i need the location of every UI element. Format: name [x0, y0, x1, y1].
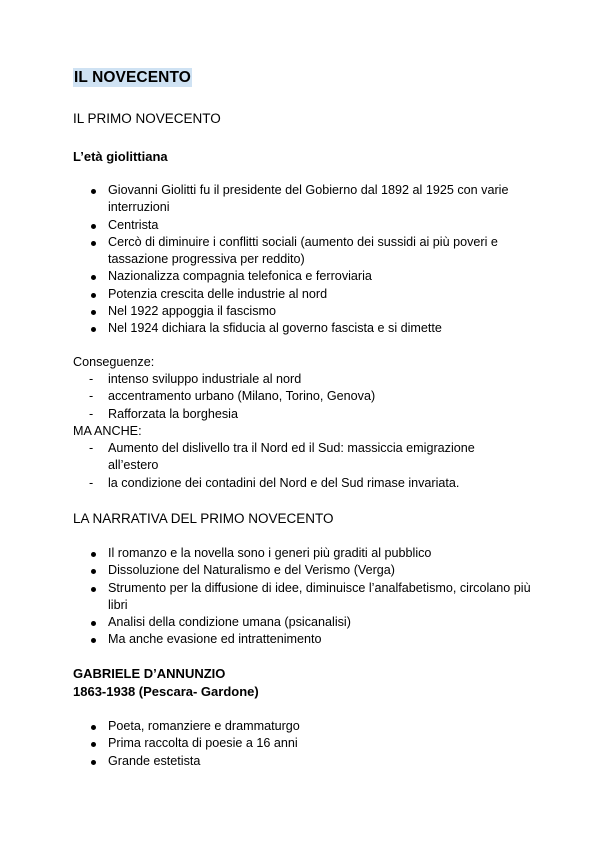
subheading-eta-giolittiana: L’età giolittiana [73, 149, 168, 164]
list-item: Il romanzo e la novella sono i generi più graditi al pubblico [0, 545, 548, 562]
list-item: - accentramento urbano (Milano, Torino, Genova) [0, 388, 528, 405]
list-item: Nel 1924 dichiara la sfiducia al governo fascista e si dimette [0, 320, 548, 337]
bullet-icon [91, 569, 96, 574]
list-item: Poeta, romanziere e drammaturgo [0, 718, 548, 735]
bullet-icon [91, 189, 96, 194]
bullet-icon [91, 293, 96, 298]
giolitti-bullet-list [0, 182, 600, 338]
list-item: Analisi della condizione umana (psicanalisi) [0, 614, 548, 631]
list-item: Nel 1922 appoggia il fascismo [0, 303, 548, 320]
list-item: Nazionalizza compagnia telefonica e ferroviaria [0, 268, 548, 285]
list-item: - intenso sviluppo industriale al nord [0, 371, 528, 388]
narrativa-bullet-list [0, 545, 600, 649]
bullet-icon [91, 742, 96, 747]
list-item: - la condizione dei contadini del Nord e del Sud rimase invariata. [0, 475, 528, 492]
list-item: Ma anche evasione ed intrattenimento [0, 631, 548, 648]
bullet-icon [91, 725, 96, 730]
but-also-label: MA ANCHE: [73, 424, 142, 438]
bullet-icon [91, 760, 96, 765]
consequences-list [0, 371, 600, 423]
dash-icon: - [89, 441, 94, 455]
list-item: Prima raccolta di poesie a 16 anni [0, 735, 548, 752]
list-item: Potenzia crescita delle industrie al nord [0, 286, 548, 303]
bullet-icon [91, 587, 96, 592]
section-heading-primo-novecento: IL PRIMO NOVECENTO [73, 111, 221, 126]
bullet-icon [91, 224, 96, 229]
bullet-icon [91, 275, 96, 280]
section-heading-narrativa: LA NARRATIVA DEL PRIMO NOVECENTO [73, 511, 334, 526]
list-item: Giovanni Giolitti fu il presidente del Gobierno dal 1892 al 1925 con varie interruzioni [0, 182, 548, 217]
list-item: Dissoluzione del Naturalismo e del Verismo (Verga) [0, 562, 548, 579]
consequences-label: Conseguenze: [73, 355, 155, 369]
bullet-icon [91, 552, 96, 557]
dash-icon: - [89, 475, 94, 490]
bullet-icon [91, 241, 96, 246]
dash-icon: - [89, 372, 94, 386]
list-item: Cercò di diminuire i conflitti sociali (aumento dei sussidi ai più poveri e tassazione progressiva per reddito) [0, 234, 548, 269]
dash-icon: - [89, 406, 94, 421]
page-title: IL NOVECENTO [74, 69, 191, 86]
dash-icon: - [89, 389, 94, 404]
section-heading-dannunzio: GABRIELE D’ANNUNZIO [73, 666, 226, 681]
list-item: Grande estetista [0, 753, 548, 770]
dannunzio-dates: 1863-1938 (Pescara- Gardone) [73, 684, 259, 699]
bullet-icon [91, 310, 96, 315]
bullet-icon [91, 638, 96, 643]
list-item: Strumento per la diffusione di idee, diminuisce l’analfabetismo, circolano più libri [0, 580, 548, 615]
bullet-icon [91, 621, 96, 626]
list-item: - Aumento del dislivello tra il Nord ed il Sud: massiccia emigrazione all’estero [89, 441, 475, 473]
list-item: - Rafforzata la borghesia [0, 406, 528, 423]
bullet-icon [91, 327, 96, 332]
list-item: Centrista [0, 217, 548, 234]
dannunzio-bullet-list [0, 718, 600, 770]
but-also-list [0, 440, 600, 492]
